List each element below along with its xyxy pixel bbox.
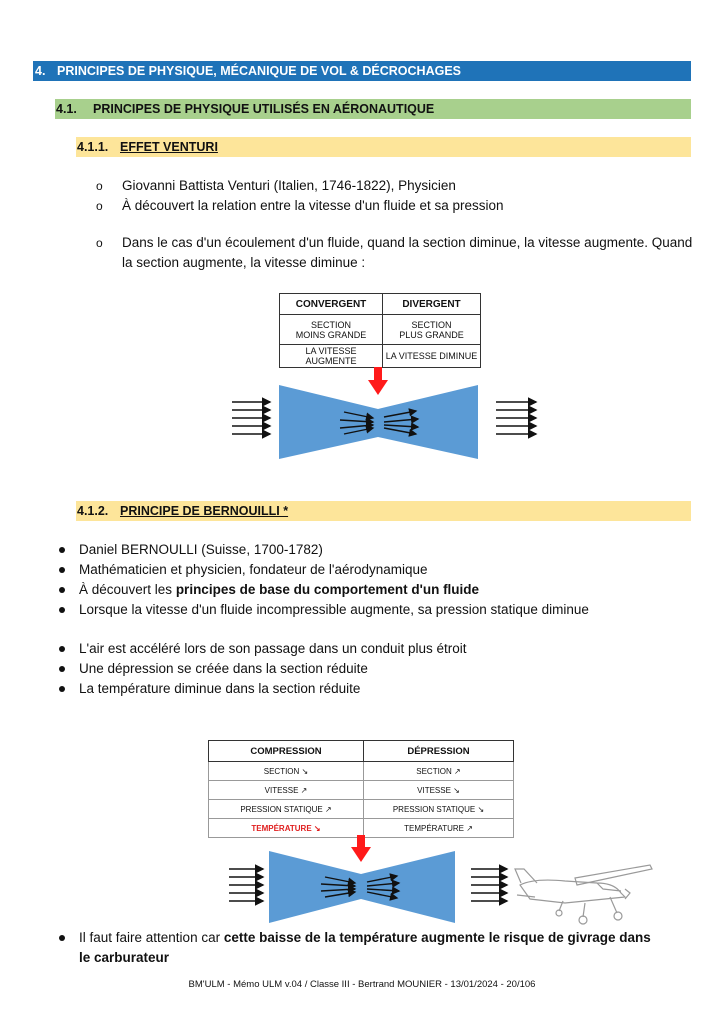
heading-title: EFFET VENTURI	[120, 140, 218, 154]
table-cell: PRESSION STATIQUE ↗	[209, 800, 364, 819]
page-footer: BM'ULM - Mémo ULM v.04 / Classe III - Bertrand MOUNIER - 13/01/2024 - 20/106	[188, 979, 536, 990]
incoming-flow-arrows	[232, 402, 270, 434]
bullet	[59, 547, 65, 553]
list-item-text: À découvert la relation entre la vitesse d'un fluide et sa pression	[122, 198, 504, 213]
heading-number: 4.1.	[56, 102, 77, 116]
circle-bullet: o	[96, 179, 103, 193]
cell-line: SECTION	[310, 319, 351, 330]
circle-bullet: o	[96, 199, 103, 213]
table-cell: LA VITESSE DIMINUE	[383, 345, 481, 368]
list-item-text: Daniel BERNOULLI (Suisse, 1700-1782)	[79, 542, 323, 557]
venturi-tube	[279, 385, 478, 459]
table-cell: TEMPÉRATURE ↗	[364, 819, 514, 838]
venturi-table	[279, 293, 481, 368]
venturi-tube	[269, 851, 455, 923]
outgoing-flow-arrows	[471, 869, 507, 901]
bullet	[59, 646, 65, 652]
table-header: DÉPRESSION	[364, 741, 514, 762]
table-header: DIVERGENT	[383, 294, 481, 315]
list-item	[57, 600, 697, 620]
cell-line: SECTION	[411, 319, 452, 330]
table-cell-highlight: TEMPÉRATURE ↘	[209, 819, 364, 838]
table-cell: VITESSE ↗	[209, 781, 364, 800]
cell-line: MOINS GRANDE	[295, 329, 367, 340]
venturi-list	[96, 176, 696, 273]
bernoulli-tube-diagram	[225, 833, 665, 928]
list-item-text: À découvert les	[79, 582, 176, 597]
red-down-arrow-icon	[368, 367, 388, 395]
bullet	[59, 567, 65, 573]
list-item-text: Lorsque la vitesse d'un fluide incompressible augmente, sa pression statique diminue	[79, 602, 589, 617]
list-item	[57, 580, 697, 600]
table-cell	[383, 315, 481, 345]
table-header: CONVERGENT	[280, 294, 383, 315]
red-down-arrow-icon	[351, 835, 371, 862]
list-item-text: La température diminue dans la section réduite	[79, 681, 361, 696]
list-item-text: Il faut faire attention car	[79, 930, 224, 945]
list-item-text: Dans le cas d'un écoulement d'un fluide, quand la section diminue, la vitesse augmente. Quand la section augmente, la vitesse diminue :	[122, 235, 693, 270]
heading-number: 4.	[35, 64, 46, 78]
list-item-bold-text: principes de base du comportement d'un fluide	[175, 582, 480, 597]
table-header: COMPRESSION	[209, 741, 364, 762]
list-item	[57, 928, 657, 968]
heading-title: PRINCIPES DE PHYSIQUE UTILISÉS EN AÉRONAUTIQUE	[93, 102, 435, 116]
bullet	[59, 686, 65, 692]
heading-title: PRINCIPE DE BERNOUILLI *	[120, 504, 289, 518]
heading-number: 4.1.1.	[77, 140, 109, 154]
incoming-flow-arrows	[229, 869, 263, 901]
list-item-text: Une dépression se créée dans la section réduite	[79, 661, 368, 676]
table-cell: PRESSION STATIQUE ↘	[364, 800, 514, 819]
table-cell: SECTION ↘	[209, 762, 364, 781]
list-item-text: L'air est accéléré lors de son passage dans un conduit plus étroit	[79, 641, 467, 656]
heading-title: PRINCIPES DE PHYSIQUE, MÉCANIQUE DE VOL & DÉCROCHAGES	[57, 64, 461, 78]
list-item	[96, 176, 696, 196]
list-item	[96, 233, 696, 273]
table-cell: SECTION ↗	[364, 762, 514, 781]
givrage-warning	[57, 928, 657, 968]
table-cell: VITESSE ↘	[364, 781, 514, 800]
circle-bullet: o	[96, 236, 103, 250]
bullet	[59, 935, 65, 941]
cell-line: PLUS GRANDE	[399, 329, 464, 340]
section-heading-4	[33, 61, 691, 81]
list-item	[57, 560, 697, 580]
section-heading-venturi	[76, 137, 691, 157]
bernoulli-table	[208, 740, 514, 838]
list-item-text: Mathématicien et physicien, fondateur de l'aérodynamique	[79, 562, 428, 577]
list-item-bold-text: cette baisse de la température augmente le risque de givrage dans le carburateur	[79, 930, 651, 965]
table-cell: LA VITESSE AUGMENTE	[280, 345, 383, 368]
list-item	[57, 659, 697, 679]
bullet	[59, 587, 65, 593]
bernoulli-list-2	[57, 639, 697, 699]
bullet	[59, 666, 65, 672]
section-heading-bernoulli	[76, 501, 691, 521]
heading-number: 4.1.2.	[77, 504, 109, 518]
list-item	[57, 639, 697, 659]
list-item-text: Giovanni Battista Venturi (Italien, 1746-1822), Physicien	[122, 178, 456, 193]
bernoulli-list-1	[57, 540, 697, 620]
bullet	[59, 607, 65, 613]
list-item	[57, 540, 697, 560]
airplane-icon	[515, 865, 652, 924]
table-cell	[280, 315, 383, 345]
list-item	[57, 679, 697, 699]
section-heading-4-1	[55, 99, 691, 119]
venturi-tube-diagram	[228, 362, 548, 467]
list-item	[96, 196, 696, 216]
outgoing-flow-arrows	[496, 402, 536, 434]
